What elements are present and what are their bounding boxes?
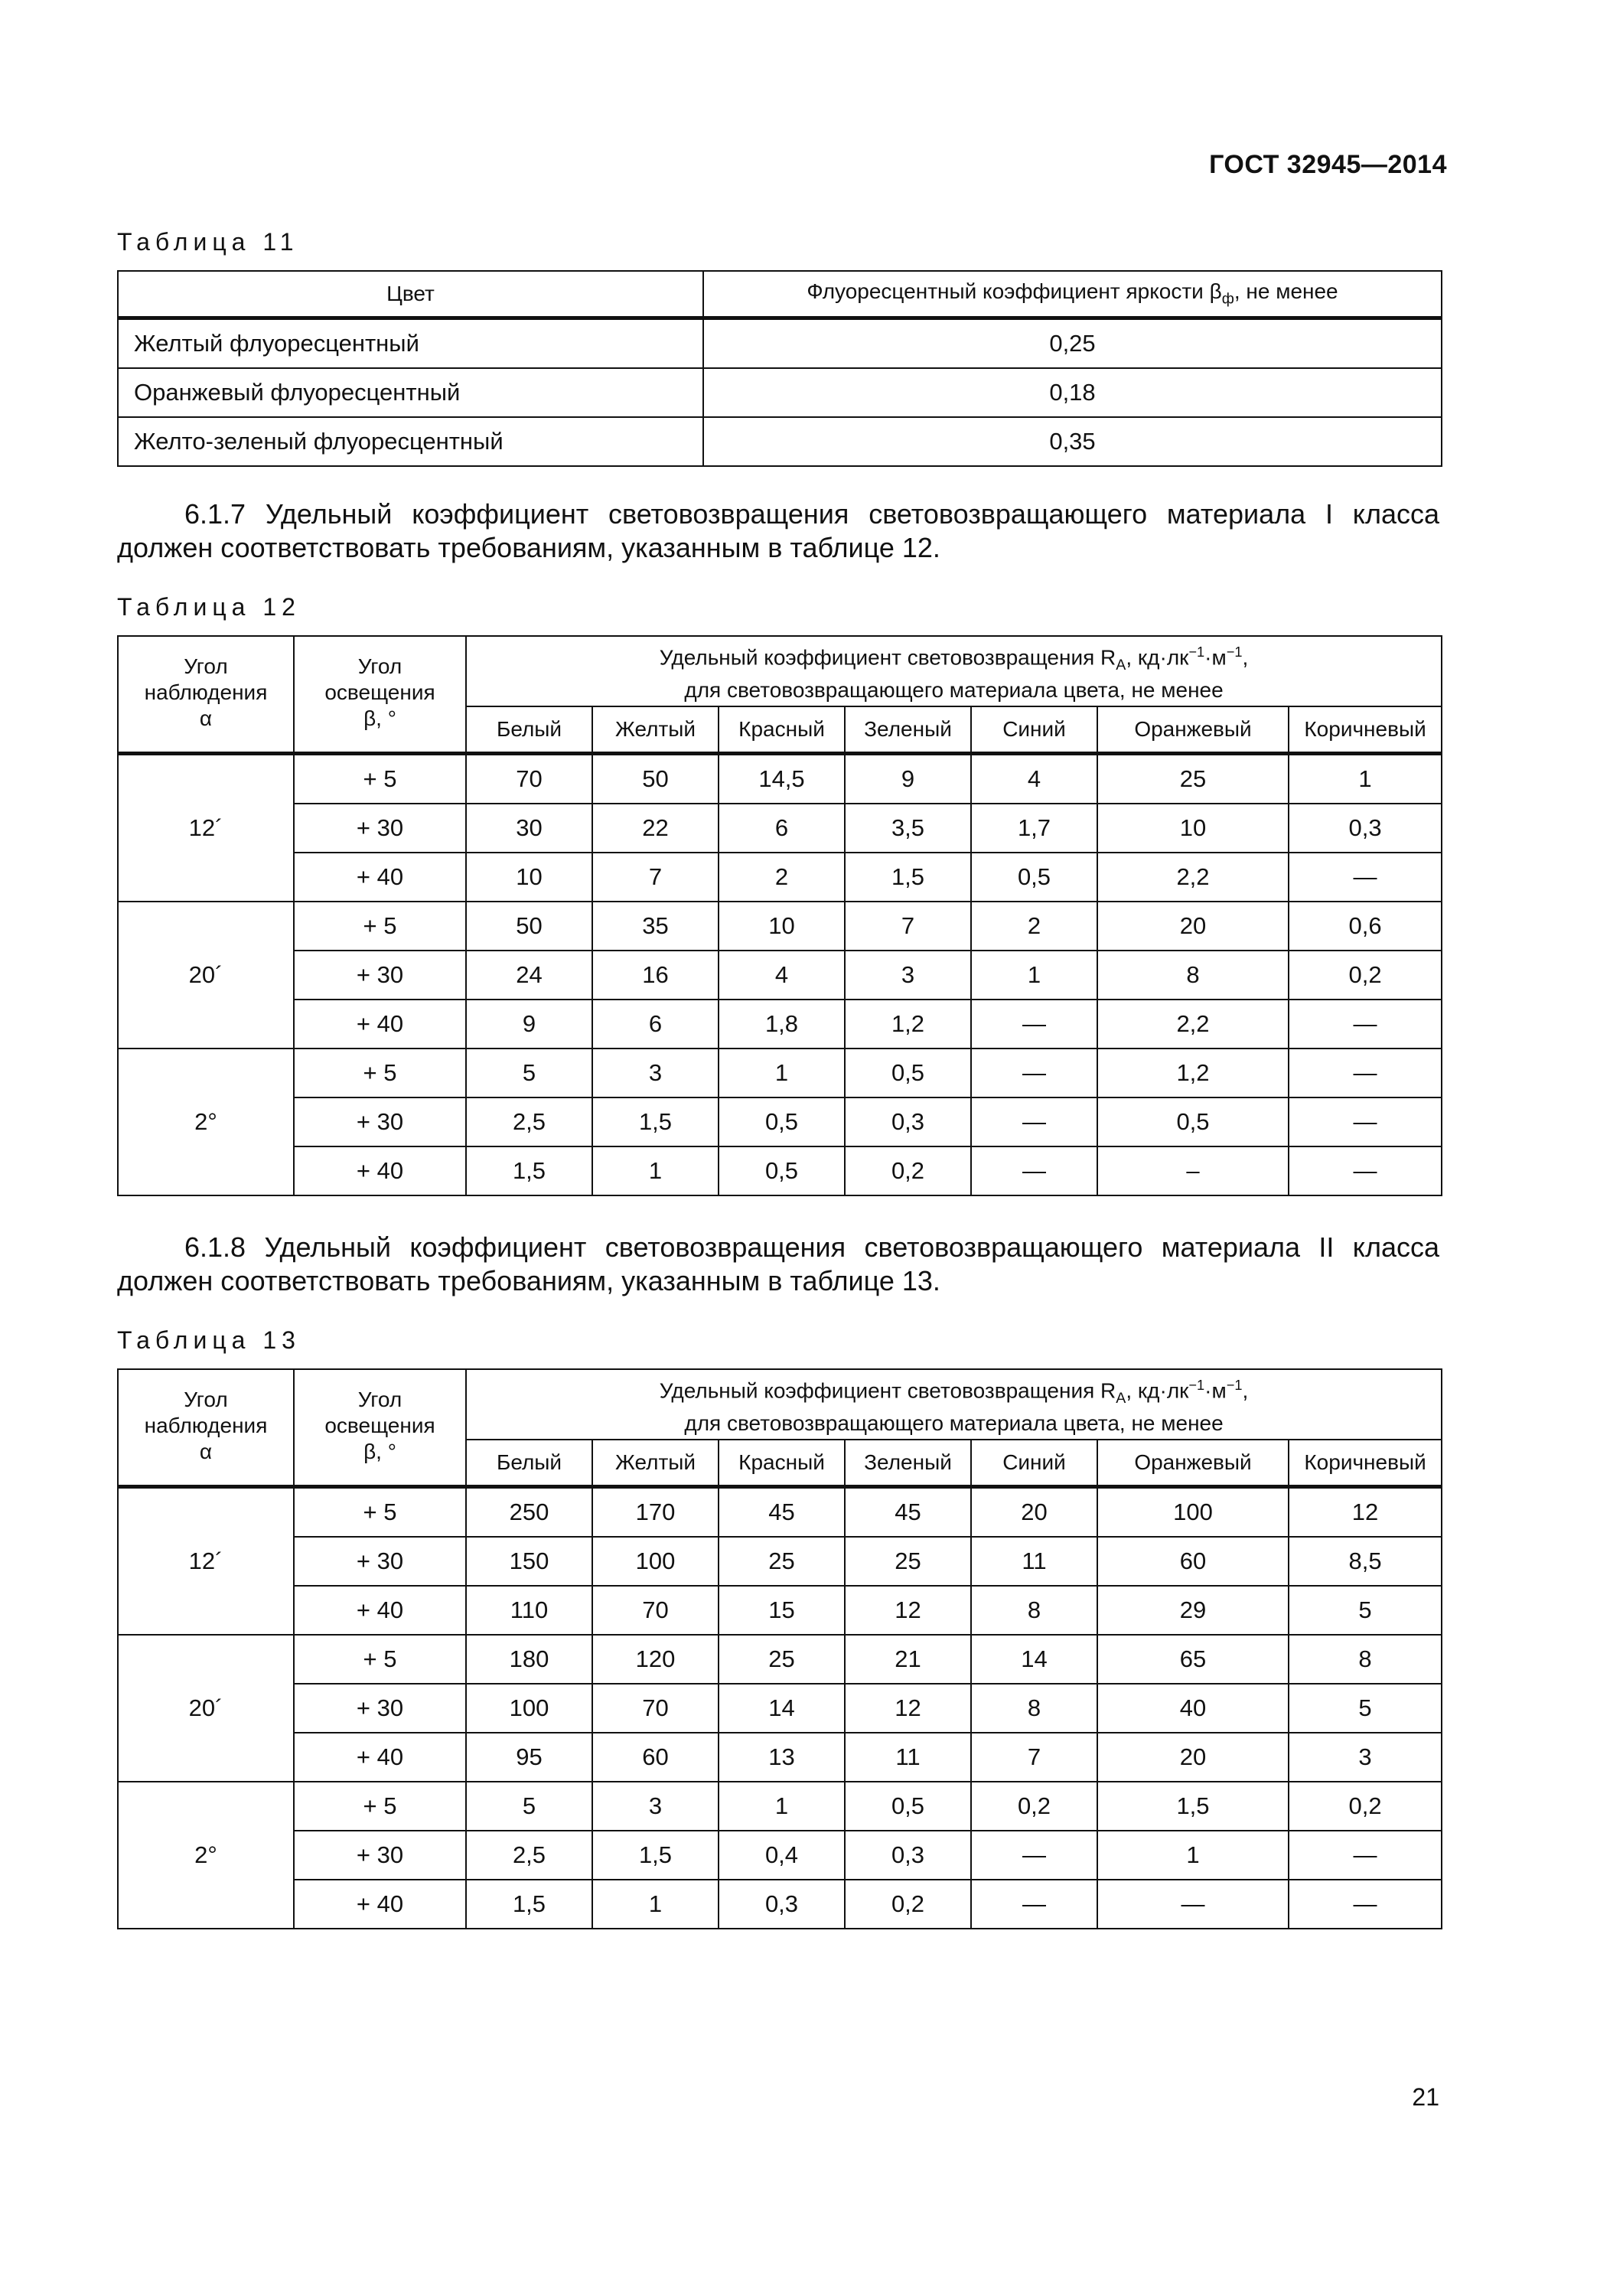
coefficient-value: 5 — [1289, 1684, 1442, 1733]
paragraph-6-1-7: 6.1.7 Удельный коэффициент световозвращения световозвращающего материала I класса должен соответствовать требованиям, указанным в таблице 12. — [117, 498, 1439, 563]
coefficient-value: 8 — [971, 1586, 1097, 1635]
coefficient-value: 1,5 — [845, 853, 971, 902]
table-row — [118, 754, 1442, 804]
coefficient-value: 8 — [1097, 951, 1289, 1000]
coefficient-value: 10 — [719, 902, 845, 951]
coefficient-value: 50 — [466, 902, 592, 951]
header-observation-angle — [118, 1369, 294, 1487]
coefficient-value: — — [1289, 1146, 1442, 1195]
illumination-angle-cell: + 5 — [294, 1635, 466, 1684]
coefficient-value: 14,5 — [719, 754, 845, 804]
header-line: освещения — [324, 680, 435, 704]
table-row — [118, 1635, 1442, 1684]
table-11 — [117, 270, 1442, 467]
header-illumination-angle — [294, 636, 466, 754]
coefficient-value: 180 — [466, 1635, 592, 1684]
coefficient-value: 0,6 — [1289, 902, 1442, 951]
illumination-angle-cell: + 40 — [294, 1146, 466, 1195]
coefficient-value: 2 — [971, 902, 1097, 951]
coefficient-value: 35 — [592, 902, 719, 951]
coefficient-value: — — [971, 1049, 1097, 1097]
coefficient-value: — — [1289, 1000, 1442, 1049]
coefficient-value: 11 — [971, 1537, 1097, 1586]
table-row — [118, 1097, 1442, 1146]
table-12 — [117, 635, 1442, 1196]
coefficient-value: 0,35 — [703, 417, 1442, 466]
coefficient-value: 2,5 — [466, 1097, 592, 1146]
coefficient-value: 14 — [971, 1635, 1097, 1684]
coefficient-value: 0,5 — [719, 1097, 845, 1146]
coefficient-value: 60 — [592, 1733, 719, 1782]
coefficient-value: — — [1289, 1097, 1442, 1146]
coefficient-value: 3 — [845, 951, 971, 1000]
illumination-angle-cell: + 30 — [294, 951, 466, 1000]
coefficient-value: 1,8 — [719, 1000, 845, 1049]
coefficient-value: 1,2 — [1097, 1049, 1289, 1097]
coefficient-value: 70 — [592, 1684, 719, 1733]
table-13 — [117, 1368, 1442, 1929]
table-row — [118, 1146, 1442, 1195]
coefficient-value: 3,5 — [845, 804, 971, 853]
coefficient-value: 2 — [719, 853, 845, 902]
coefficient-value: 2,5 — [466, 1831, 592, 1880]
color-name: Оранжевый флуоресцентный — [118, 368, 703, 417]
coefficient-value: — — [971, 1000, 1097, 1049]
coefficient-value: 70 — [466, 754, 592, 804]
illumination-angle-cell: + 5 — [294, 754, 466, 804]
coefficient-value: 15 — [719, 1586, 845, 1635]
header-color: Оранжевый — [1097, 706, 1289, 754]
illumination-angle-cell: + 30 — [294, 1684, 466, 1733]
header-line: Угол — [357, 654, 402, 678]
header-line: β, ° — [363, 1440, 396, 1463]
illumination-angle-cell: + 40 — [294, 1586, 466, 1635]
header-color: Цвет — [118, 271, 703, 318]
coefficient-value: 45 — [845, 1487, 971, 1538]
coefficient-value: 1 — [1289, 754, 1442, 804]
coefficient-value: 3 — [592, 1049, 719, 1097]
illumination-angle-cell: + 30 — [294, 1537, 466, 1586]
coefficient-value: — — [971, 1146, 1097, 1195]
header-fluorescent-coefficient: Флуоресцентный коэффициент яркости $\beta_ф$, не менее — [703, 271, 1442, 318]
coefficient-value: 7 — [592, 853, 719, 902]
coefficient-value: 0,5 — [845, 1782, 971, 1831]
page-number: 21 — [1412, 2083, 1439, 2111]
coefficient-value: 0,5 — [719, 1146, 845, 1195]
coefficient-value: 4 — [719, 951, 845, 1000]
observation-angle-cell: 20´ — [118, 902, 294, 1049]
coefficient-value: 40 — [1097, 1684, 1289, 1733]
coefficient-value: 25 — [719, 1635, 845, 1684]
illumination-angle-cell: + 40 — [294, 1733, 466, 1782]
header-color: Белый — [466, 1440, 592, 1487]
coefficient-value: — — [1289, 1880, 1442, 1929]
table-row — [118, 1586, 1442, 1635]
coefficient-value: 7 — [845, 902, 971, 951]
coefficient-value: 6 — [592, 1000, 719, 1049]
coefficient-value: 0,2 — [845, 1146, 971, 1195]
coefficient-value: 1,5 — [466, 1146, 592, 1195]
coefficient-value: 24 — [466, 951, 592, 1000]
coefficient-value: 0,3 — [719, 1880, 845, 1929]
header-color: Зеленый — [845, 706, 971, 754]
header-line: β, ° — [363, 706, 396, 730]
header-color: Желтый — [592, 1440, 719, 1487]
header-line: наблюдения — [144, 680, 268, 704]
coefficient-value: 0,18 — [703, 368, 1442, 417]
coefficient-value: 20 — [1097, 1733, 1289, 1782]
coefficient-value: 100 — [466, 1684, 592, 1733]
coefficient-value: 29 — [1097, 1586, 1289, 1635]
coefficient-value: — — [1097, 1880, 1289, 1929]
coefficient-value: 10 — [466, 853, 592, 902]
coefficient-value: 0,2 — [845, 1880, 971, 1929]
header-color: Белый — [466, 706, 592, 754]
coefficient-value: 25 — [719, 1537, 845, 1586]
illumination-angle-cell: + 5 — [294, 902, 466, 951]
coefficient-value: 0,5 — [971, 853, 1097, 902]
table-row — [118, 368, 1442, 417]
coefficient-value: 250 — [466, 1487, 592, 1538]
coefficient-value: 0,25 — [703, 318, 1442, 369]
table-13-caption: Таблица 13 — [117, 1326, 301, 1354]
coefficient-value: 21 — [845, 1635, 971, 1684]
observation-angle-cell: 12´ — [118, 1487, 294, 1636]
coefficient-value: 0,2 — [1289, 1782, 1442, 1831]
header-line: наблюдения — [144, 1414, 268, 1437]
coefficient-value: 1 — [1097, 1831, 1289, 1880]
header-color: Синий — [971, 1440, 1097, 1487]
header-color: Синий — [971, 706, 1097, 754]
table-header-row — [118, 271, 1442, 318]
coefficient-value: 30 — [466, 804, 592, 853]
coefficient-value: 20 — [971, 1487, 1097, 1538]
table-row — [118, 1733, 1442, 1782]
coefficient-value: — — [1289, 1831, 1442, 1880]
coefficient-value: 3 — [1289, 1733, 1442, 1782]
coefficient-value: 100 — [1097, 1487, 1289, 1538]
coefficient-value: 0,3 — [845, 1831, 971, 1880]
coefficient-value: 170 — [592, 1487, 719, 1538]
coefficient-value: 0,4 — [719, 1831, 845, 1880]
illumination-angle-cell: + 5 — [294, 1782, 466, 1831]
illumination-angle-cell: + 40 — [294, 1880, 466, 1929]
coefficient-value: — — [971, 1097, 1097, 1146]
coefficient-value: 0,5 — [1097, 1097, 1289, 1146]
table-row — [118, 951, 1442, 1000]
illumination-angle-cell: + 30 — [294, 1831, 466, 1880]
header-line: α — [199, 706, 213, 730]
header-line: Угол — [357, 1388, 402, 1411]
coefficient-value: 0,2 — [971, 1782, 1097, 1831]
table-header-row — [118, 1369, 1442, 1440]
coefficient-value: 8 — [971, 1684, 1097, 1733]
coefficient-value: 12 — [845, 1586, 971, 1635]
coefficient-value: — — [1289, 1049, 1442, 1097]
header-color: Желтый — [592, 706, 719, 754]
illumination-angle-cell: + 30 — [294, 1097, 466, 1146]
coefficient-value: — — [971, 1880, 1097, 1929]
coefficient-value: 16 — [592, 951, 719, 1000]
coefficient-value: 1 — [719, 1049, 845, 1097]
header-line: α — [199, 1440, 213, 1463]
table-header-row — [118, 636, 1442, 706]
coefficient-value: 1,2 — [845, 1000, 971, 1049]
coefficient-value: 5 — [466, 1782, 592, 1831]
coefficient-value: 2,2 — [1097, 853, 1289, 902]
header-observation-angle — [118, 636, 294, 754]
coefficient-value: 1 — [592, 1880, 719, 1929]
paragraph-6-1-8: 6.1.8 Удельный коэффициент световозвращения световозвращающего материала II класса должен соответствовать требованиям, указанным в таблице 13. — [117, 1231, 1439, 1296]
coefficient-value: 12 — [845, 1684, 971, 1733]
observation-angle-cell: 2° — [118, 1782, 294, 1929]
header-color: Коричневый — [1289, 1440, 1442, 1487]
coefficient-value: 2,2 — [1097, 1000, 1289, 1049]
coefficient-value: 1,7 — [971, 804, 1097, 853]
coefficient-value: 6 — [719, 804, 845, 853]
coefficient-value: 11 — [845, 1733, 971, 1782]
illumination-angle-cell: + 5 — [294, 1487, 466, 1538]
coefficient-value: 10 — [1097, 804, 1289, 853]
coefficient-value: 60 — [1097, 1537, 1289, 1586]
header-line: Угол — [184, 654, 228, 678]
coefficient-value: 0,2 — [1289, 951, 1442, 1000]
header-color: Коричневый — [1289, 706, 1442, 754]
illumination-angle-cell: + 30 — [294, 804, 466, 853]
table-row — [118, 1537, 1442, 1586]
coefficient-value: 1,5 — [592, 1831, 719, 1880]
illumination-angle-cell: + 40 — [294, 853, 466, 902]
table-12-caption: Таблица 12 — [117, 593, 301, 621]
observation-angle-cell: 2° — [118, 1049, 294, 1195]
coefficient-value: 20 — [1097, 902, 1289, 951]
coefficient-value: 45 — [719, 1487, 845, 1538]
coefficient-value: 4 — [971, 754, 1097, 804]
coefficient-value: – — [1097, 1146, 1289, 1195]
table-row — [118, 1880, 1442, 1929]
table-row — [118, 417, 1442, 466]
observation-angle-cell: 12´ — [118, 754, 294, 902]
coefficient-value: 7 — [971, 1733, 1097, 1782]
header-line: освещения — [324, 1414, 435, 1437]
coefficient-value: 95 — [466, 1733, 592, 1782]
table-row — [118, 1831, 1442, 1880]
header-retroreflection-coefficient: Удельный коэффициент световозвращения $R_A$, $кд\cdot лк^{-1}\cdot м^{-1}$, для световозвращающего материала цвета, не менее — [466, 636, 1442, 706]
header-retroreflection-coefficient: Удельный коэффициент световозвращения $R_A$, $кд\cdot лк^{-1}\cdot м^{-1}$, для световозвращающего материала цвета, не менее — [466, 1369, 1442, 1440]
header-illumination-angle — [294, 1369, 466, 1487]
coefficient-value: 5 — [1289, 1586, 1442, 1635]
coefficient-value: 110 — [466, 1586, 592, 1635]
coefficient-value: 3 — [592, 1782, 719, 1831]
illumination-angle-cell: + 40 — [294, 1000, 466, 1049]
coefficient-value: — — [1289, 853, 1442, 902]
coefficient-value: 5 — [466, 1049, 592, 1097]
coefficient-value: 70 — [592, 1586, 719, 1635]
coefficient-value: 150 — [466, 1537, 592, 1586]
header-color: Оранжевый — [1097, 1440, 1289, 1487]
coefficient-value: 14 — [719, 1684, 845, 1733]
color-name: Желто-зеленый флуоресцентный — [118, 417, 703, 466]
table-row — [118, 853, 1442, 902]
coefficient-value: 12 — [1289, 1487, 1442, 1538]
coefficient-value: 120 — [592, 1635, 719, 1684]
header-line: Угол — [184, 1388, 228, 1411]
coefficient-value: 0,3 — [1289, 804, 1442, 853]
coefficient-value: 0,5 — [845, 1049, 971, 1097]
coefficient-value: — — [971, 1831, 1097, 1880]
coefficient-value: 9 — [466, 1000, 592, 1049]
table-row — [118, 902, 1442, 951]
coefficient-value: 13 — [719, 1733, 845, 1782]
table-row — [118, 318, 1442, 369]
coefficient-value: 1,5 — [592, 1097, 719, 1146]
illumination-angle-cell: + 5 — [294, 1049, 466, 1097]
coefficient-value: 8 — [1289, 1635, 1442, 1684]
coefficient-value: 1,5 — [1097, 1782, 1289, 1831]
coefficient-value: 0,3 — [845, 1097, 971, 1146]
coefficient-value: 22 — [592, 804, 719, 853]
coefficient-value: 1 — [971, 951, 1097, 1000]
coefficient-value: 65 — [1097, 1635, 1289, 1684]
coefficient-value: 8,5 — [1289, 1537, 1442, 1586]
header-color: Зеленый — [845, 1440, 971, 1487]
color-name: Желтый флуоресцентный — [118, 318, 703, 369]
table-row — [118, 1684, 1442, 1733]
table-row — [118, 1049, 1442, 1097]
table-row — [118, 804, 1442, 853]
coefficient-value: 1 — [592, 1146, 719, 1195]
coefficient-value: 100 — [592, 1537, 719, 1586]
document-header: ГОСТ 32945—2014 — [1209, 150, 1447, 179]
table-row — [118, 1000, 1442, 1049]
coefficient-value: 1 — [719, 1782, 845, 1831]
coefficient-value: 50 — [592, 754, 719, 804]
header-color: Красный — [719, 1440, 845, 1487]
coefficient-value: 25 — [1097, 754, 1289, 804]
header-color: Красный — [719, 706, 845, 754]
coefficient-value: 1,5 — [466, 1880, 592, 1929]
table-11-caption: Таблица 11 — [117, 228, 299, 256]
coefficient-value: 25 — [845, 1537, 971, 1586]
coefficient-value: 9 — [845, 754, 971, 804]
table-row — [118, 1487, 1442, 1538]
table-row — [118, 1782, 1442, 1831]
observation-angle-cell: 20´ — [118, 1635, 294, 1782]
